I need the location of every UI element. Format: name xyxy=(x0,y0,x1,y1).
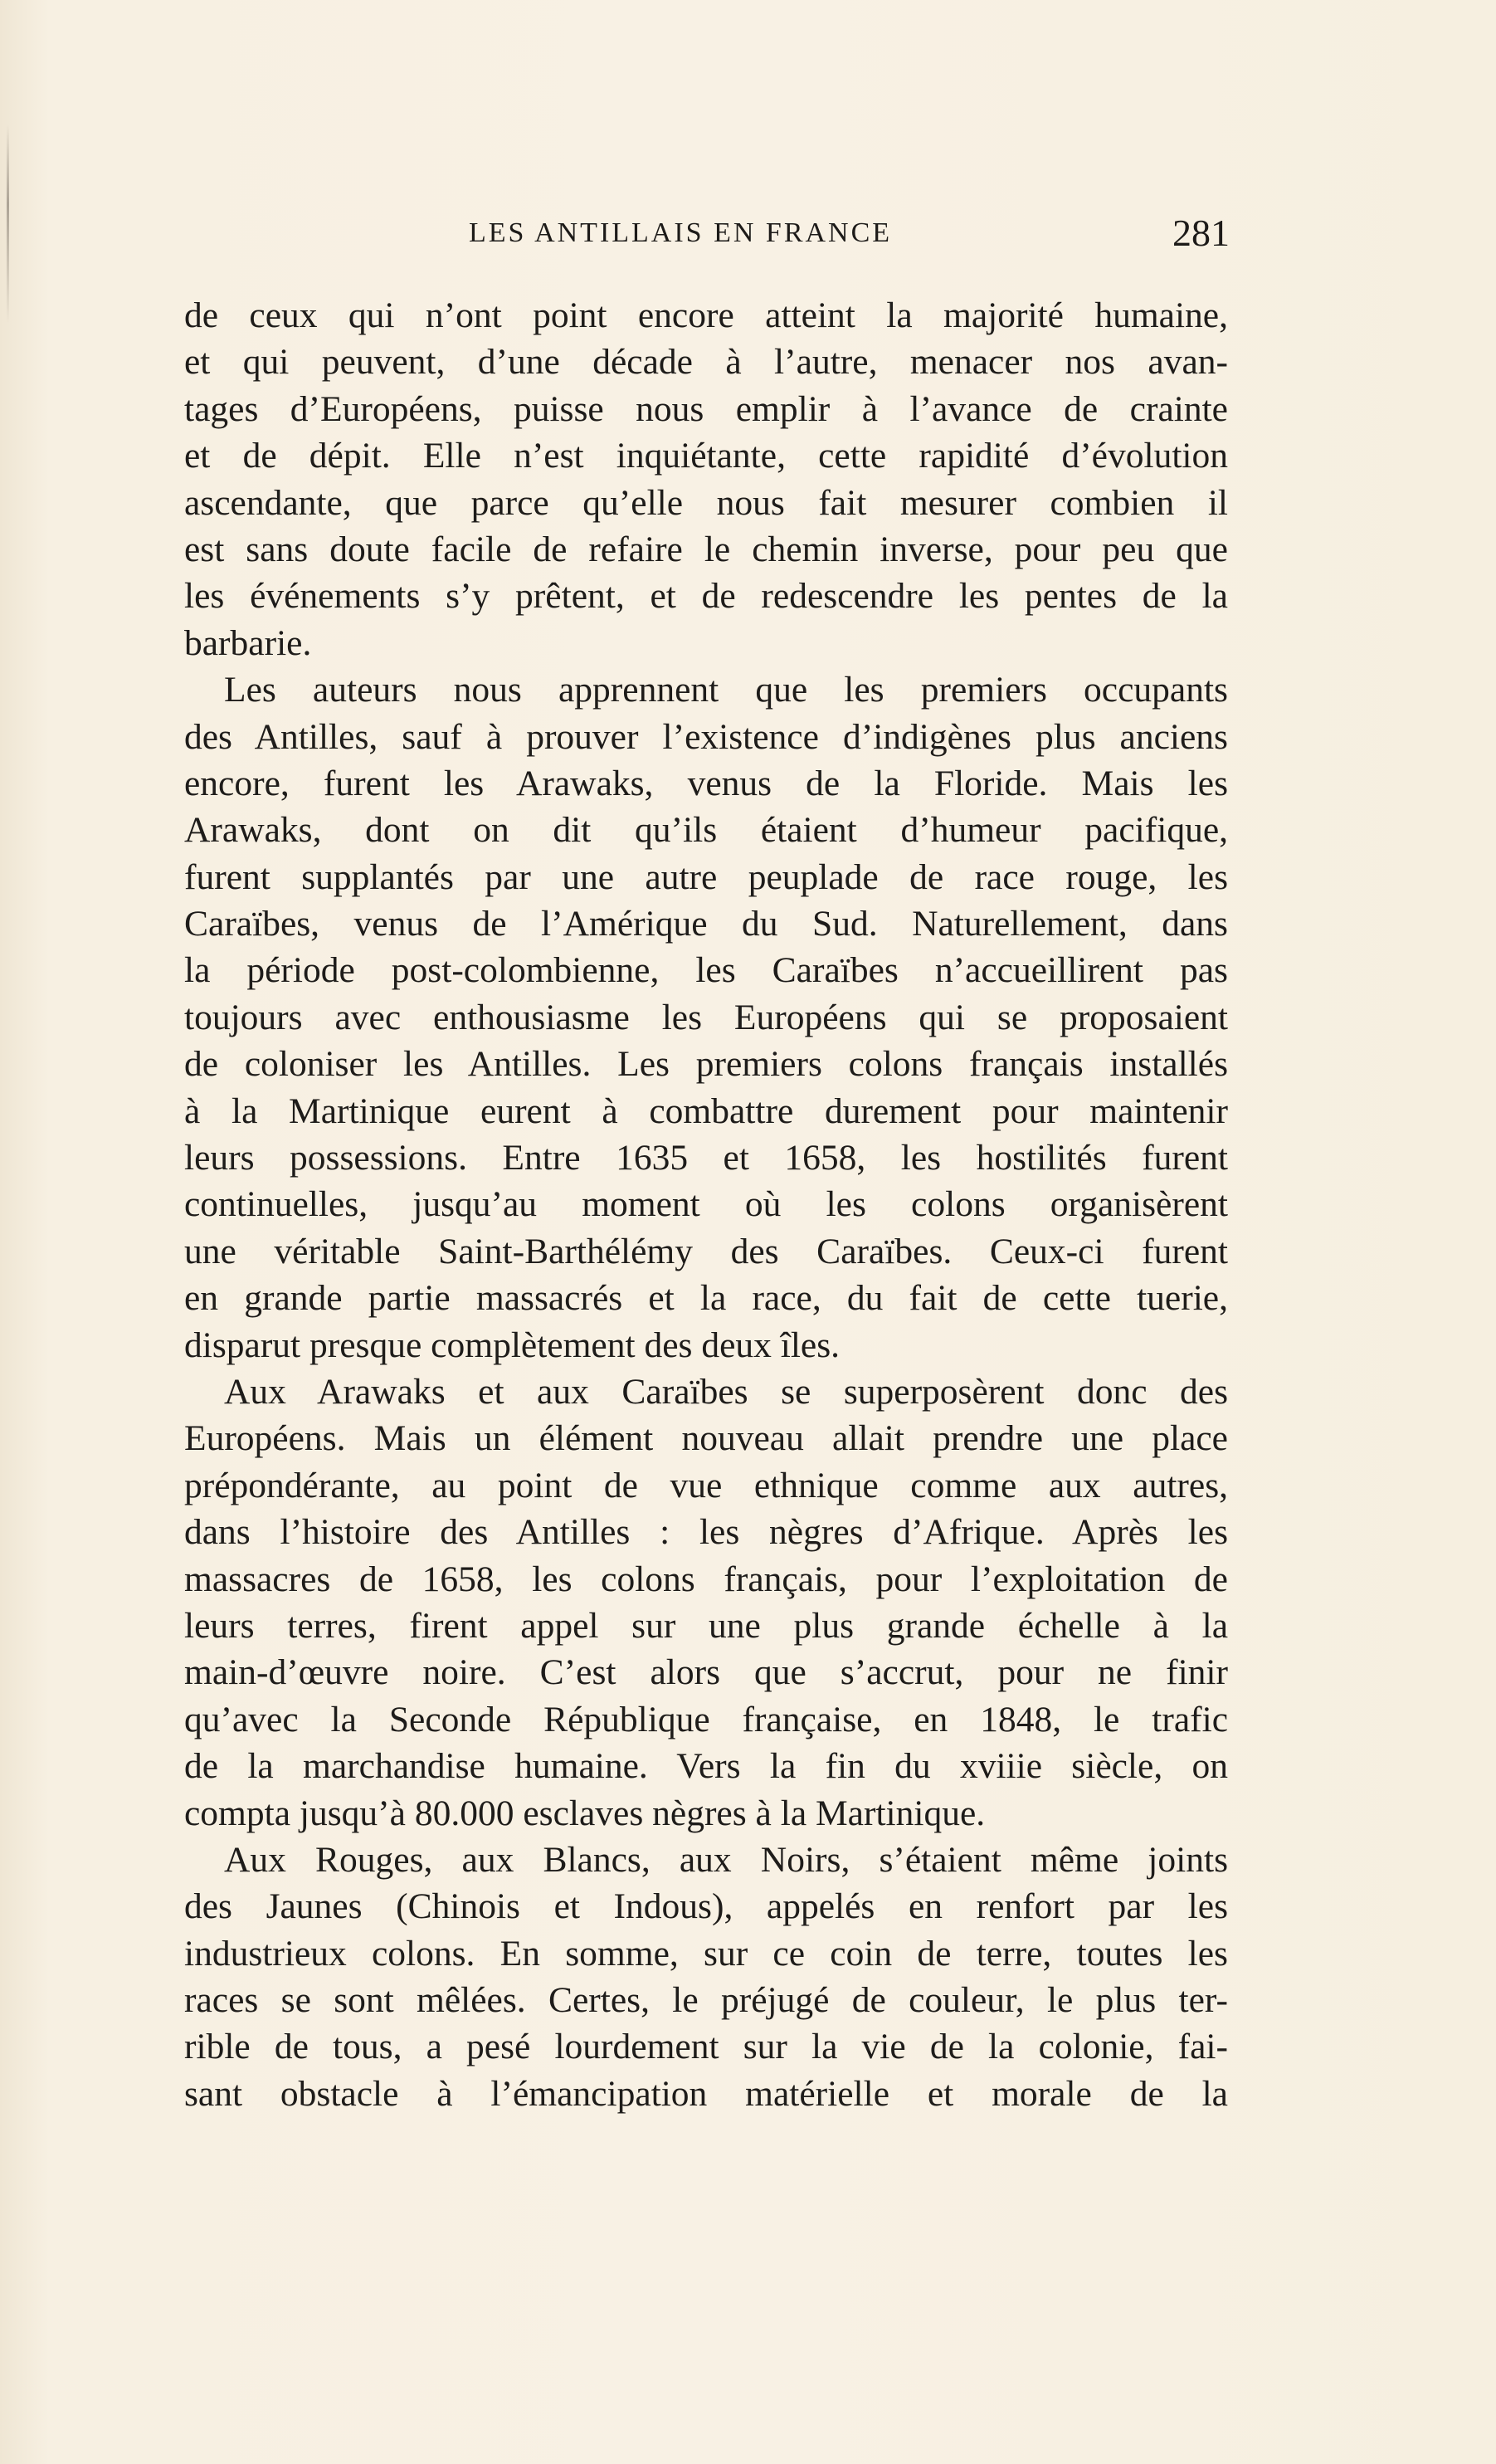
text-line: une véritable Saint-Barthélémy des Caraïbes. Ceux-ci furent xyxy=(184,1231,1228,1271)
running-head xyxy=(183,211,1230,261)
text-line: de coloniser les Antilles. Les premiers colons français installés xyxy=(184,1044,1228,1085)
text-line: prépondérante, au point de vue ethnique comme aux autres, xyxy=(184,1465,1228,1505)
text-line: Caraïbes, venus de l’Amérique du Sud. Naturellement, dans xyxy=(184,904,1228,944)
text-line: les événements s’y prêtent, et de redescendre les pentes de la xyxy=(184,576,1228,617)
text-line: continuelles, jusqu’au moment où les colons organisèrent xyxy=(184,1184,1228,1225)
text-line: Aux Rouges, aux Blancs, aux Noirs, s’étaient même joints xyxy=(224,1839,1228,1880)
text-line: Les auteurs nous apprennent que les premiers occupants xyxy=(224,670,1228,710)
text-line: rible de tous, a pesé lourdement sur la vie de la colonie, fai- xyxy=(184,2027,1228,2067)
text-line: disparut presque complètement des deux îles. xyxy=(184,1325,841,1365)
page-binding-edge xyxy=(7,124,9,324)
text-line: Arawaks, dont on dit qu’ils étaient d’humeur pacifique, xyxy=(184,810,1228,851)
text-line: en grande partie massacrés et la race, du fait de cette tuerie, xyxy=(184,1278,1228,1319)
text-line: des Jaunes (Chinois et Indous), appelés en renfort par les xyxy=(184,1886,1228,1927)
text-line: et de dépit. Elle n’est inquiétante, cette rapidité d’évolution xyxy=(184,436,1228,476)
text-line: leurs terres, firent appel sur une plus grande échelle à la xyxy=(184,1605,1228,1646)
text-line: furent supplantés par une autre peuplade de race rouge, les xyxy=(184,856,1228,897)
text-line: main-d’œuvre noire. C’est alors que s’accrut, pour ne finir xyxy=(184,1652,1228,1693)
text-line: et qui peuvent, d’une décade à l’autre, menacer nos avan- xyxy=(184,342,1228,383)
text-line: encore, furent les Arawaks, venus de la Floride. Mais les xyxy=(184,763,1228,803)
text-line: dans l’histoire des Antilles : les nègres d’Afrique. Après les xyxy=(184,1512,1228,1553)
text-line: Aux Arawaks et aux Caraïbes se superposèrent donc des xyxy=(224,1371,1228,1412)
text-line: races se sont mêlées. Certes, le préjugé de couleur, le plus ter- xyxy=(184,1980,1228,2021)
text-line: de ceux qui n’ont point encore atteint la majorité humaine, xyxy=(184,295,1228,335)
page-number: 281 xyxy=(1172,212,1230,254)
text-line: leurs possessions. Entre 1635 et 1658, les hostilités furent xyxy=(184,1138,1228,1178)
text-line: industrieux colons. En somme, sur ce coin de terre, toutes les xyxy=(184,1933,1228,1974)
body-text xyxy=(184,292,1228,2117)
text-line: Européens. Mais un élément nouveau allait prendre une place xyxy=(184,1418,1228,1459)
text-line: ascendante, que parce qu’elle nous fait mesurer combien il xyxy=(184,482,1228,523)
text-line: des Antilles, sauf à prouver l’existence d’indigènes plus anciens xyxy=(184,716,1228,757)
text-line: compta jusqu’à 80.000 esclaves nègres à la Martinique. xyxy=(184,1793,986,1833)
text-line: de la marchandise humaine. Vers la fin du xviiie siècle, on xyxy=(184,1746,1228,1787)
text-line: massacres de 1658, les colons français, pour l’exploitation de xyxy=(184,1559,1228,1599)
text-line: à la Martinique eurent à combattre durement pour maintenir xyxy=(184,1091,1228,1131)
text-line: est sans doute facile de refaire le chemin inverse, pour peu que xyxy=(184,529,1228,569)
text-line: sant obstacle à l’émancipation matérielle et morale de la xyxy=(184,2073,1228,2114)
text-line: tages d’Européens, puisse nous emplir à l’avance de crainte xyxy=(184,388,1228,429)
text-line: barbarie. xyxy=(184,622,312,663)
text-line: qu’avec la Seconde République française, en 1848, le trafic xyxy=(184,1699,1228,1739)
text-line: la période post-colombienne, les Caraïbes n’accueillirent pas xyxy=(184,950,1228,991)
text-line: toujours avec enthousiasme les Européens qui se proposaient xyxy=(184,997,1228,1037)
running-title: LES ANTILLAIS EN FRANCE xyxy=(469,217,893,248)
